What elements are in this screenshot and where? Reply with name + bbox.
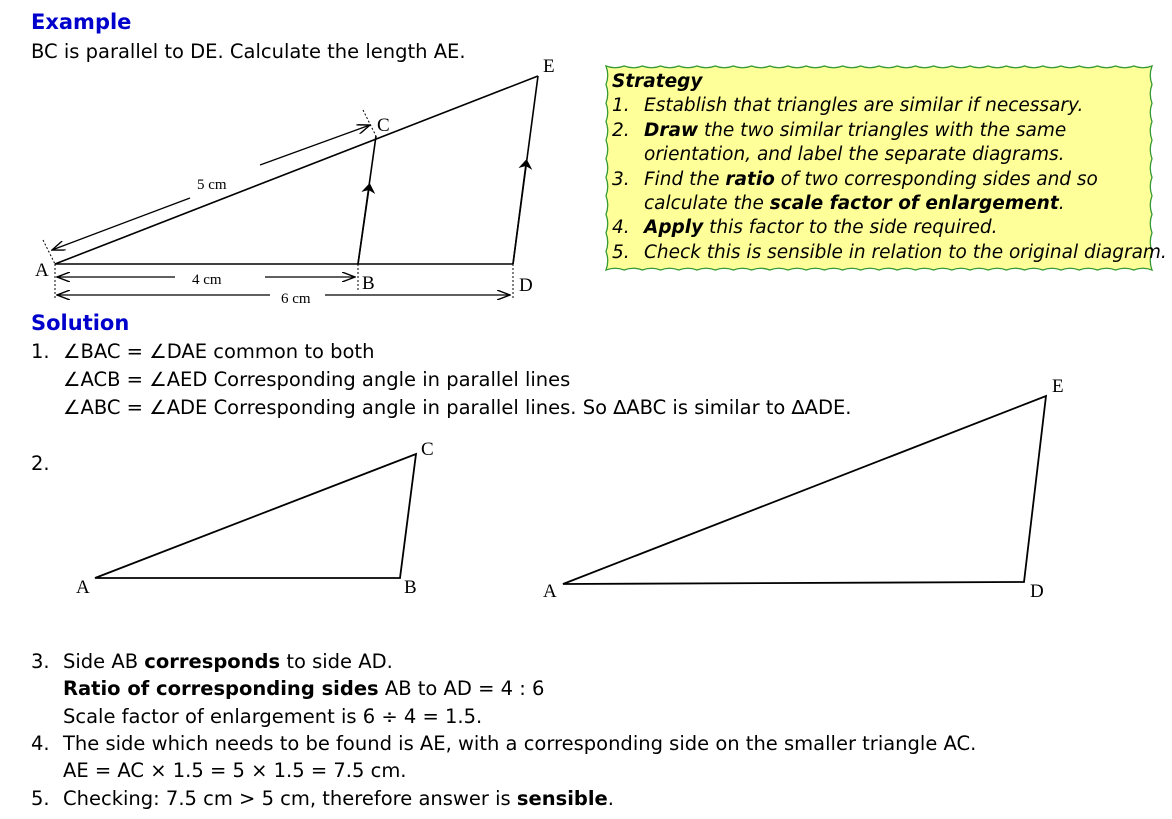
length-ad: 6 cm <box>281 291 311 307</box>
parallel-arrow-de <box>513 164 526 264</box>
parallel-arrow-bc <box>358 188 369 264</box>
small-triangle <box>95 454 416 578</box>
step-3-line-1: Side AB corresponds to side AD. <box>63 650 393 673</box>
large-label-a: A <box>543 581 557 602</box>
step-1-line-1: ∠BAC = ∠DAE common to both <box>63 340 375 363</box>
main-diagram <box>43 76 538 300</box>
length-ab: 4 cm <box>192 272 222 288</box>
large-triangle <box>563 396 1046 584</box>
step-1-number: 1. <box>31 340 50 363</box>
large-label-e: E <box>1052 376 1064 397</box>
small-label-c: C <box>421 439 434 460</box>
strategy-list <box>612 70 1167 265</box>
step-2-number: 2. <box>31 452 50 475</box>
strategy-step-2-cont: orientation, and label the separate diagrams. <box>644 144 1065 166</box>
step-3-line-2: Ratio of corresponding sides AB to AD = 4 : 6 <box>63 677 545 700</box>
strategy-step-5: 5. Check this is sensible in relation to the original diagram. <box>612 241 1167 263</box>
step-1-line-3: ∠ABC = ∠ADE Corresponding angle in parallel lines. So ∆ABC is similar to ∆ADE. <box>63 396 852 419</box>
step-4-number: 4. <box>31 732 50 755</box>
step-3-line-3: Scale factor of enlargement is 6 ÷ 4 = 1.5. <box>63 705 483 728</box>
strategy-step-1: 1. Establish that triangles are similar if necessary. <box>612 95 1084 117</box>
question-text: BC is parallel to DE. Calculate the length AE. <box>31 40 466 63</box>
solution-heading: Solution <box>31 311 130 335</box>
line-ae <box>55 76 538 264</box>
step-1-line-2: ∠ACB = ∠AED Corresponding angle in parallel lines <box>63 368 571 391</box>
small-label-b: B <box>404 577 417 598</box>
strategy-step-3-cont: calculate the scale factor of enlargement. <box>644 193 1065 215</box>
step-4-line-1: The side which needs to be found is AE, with a corresponding side on the smaller triangle AC. <box>63 732 977 755</box>
dim-arrow-ac-left <box>52 198 190 250</box>
label-b: B <box>362 273 375 294</box>
strategy-step-2: 2. Draw the two similar triangles with the same <box>612 119 1067 141</box>
label-e: E <box>543 56 555 77</box>
label-d: D <box>519 275 533 296</box>
label-c: C <box>377 115 390 136</box>
step-5-line-1: Checking: 7.5 cm > 5 cm, therefore answer is sensible. <box>63 787 614 810</box>
large-label-d: D <box>1030 581 1044 602</box>
step-3-number: 3. <box>31 650 50 673</box>
strategy-title: Strategy <box>612 71 703 92</box>
example-heading: Example <box>31 10 132 34</box>
strategy-step-3: 3. Find the ratio of two corresponding sides and so <box>612 168 1098 190</box>
step-5-number: 5. <box>31 787 50 810</box>
length-ac: 5 cm <box>197 177 227 193</box>
step-4-line-2: AE = AC × 1.5 = 5 × 1.5 = 7.5 cm. <box>63 759 407 782</box>
small-label-a: A <box>76 577 90 598</box>
strategy-step-4: 4. Apply this factor to the side required. <box>612 217 998 239</box>
dim-arrow-ac-right <box>260 125 370 165</box>
label-a: A <box>35 260 49 281</box>
